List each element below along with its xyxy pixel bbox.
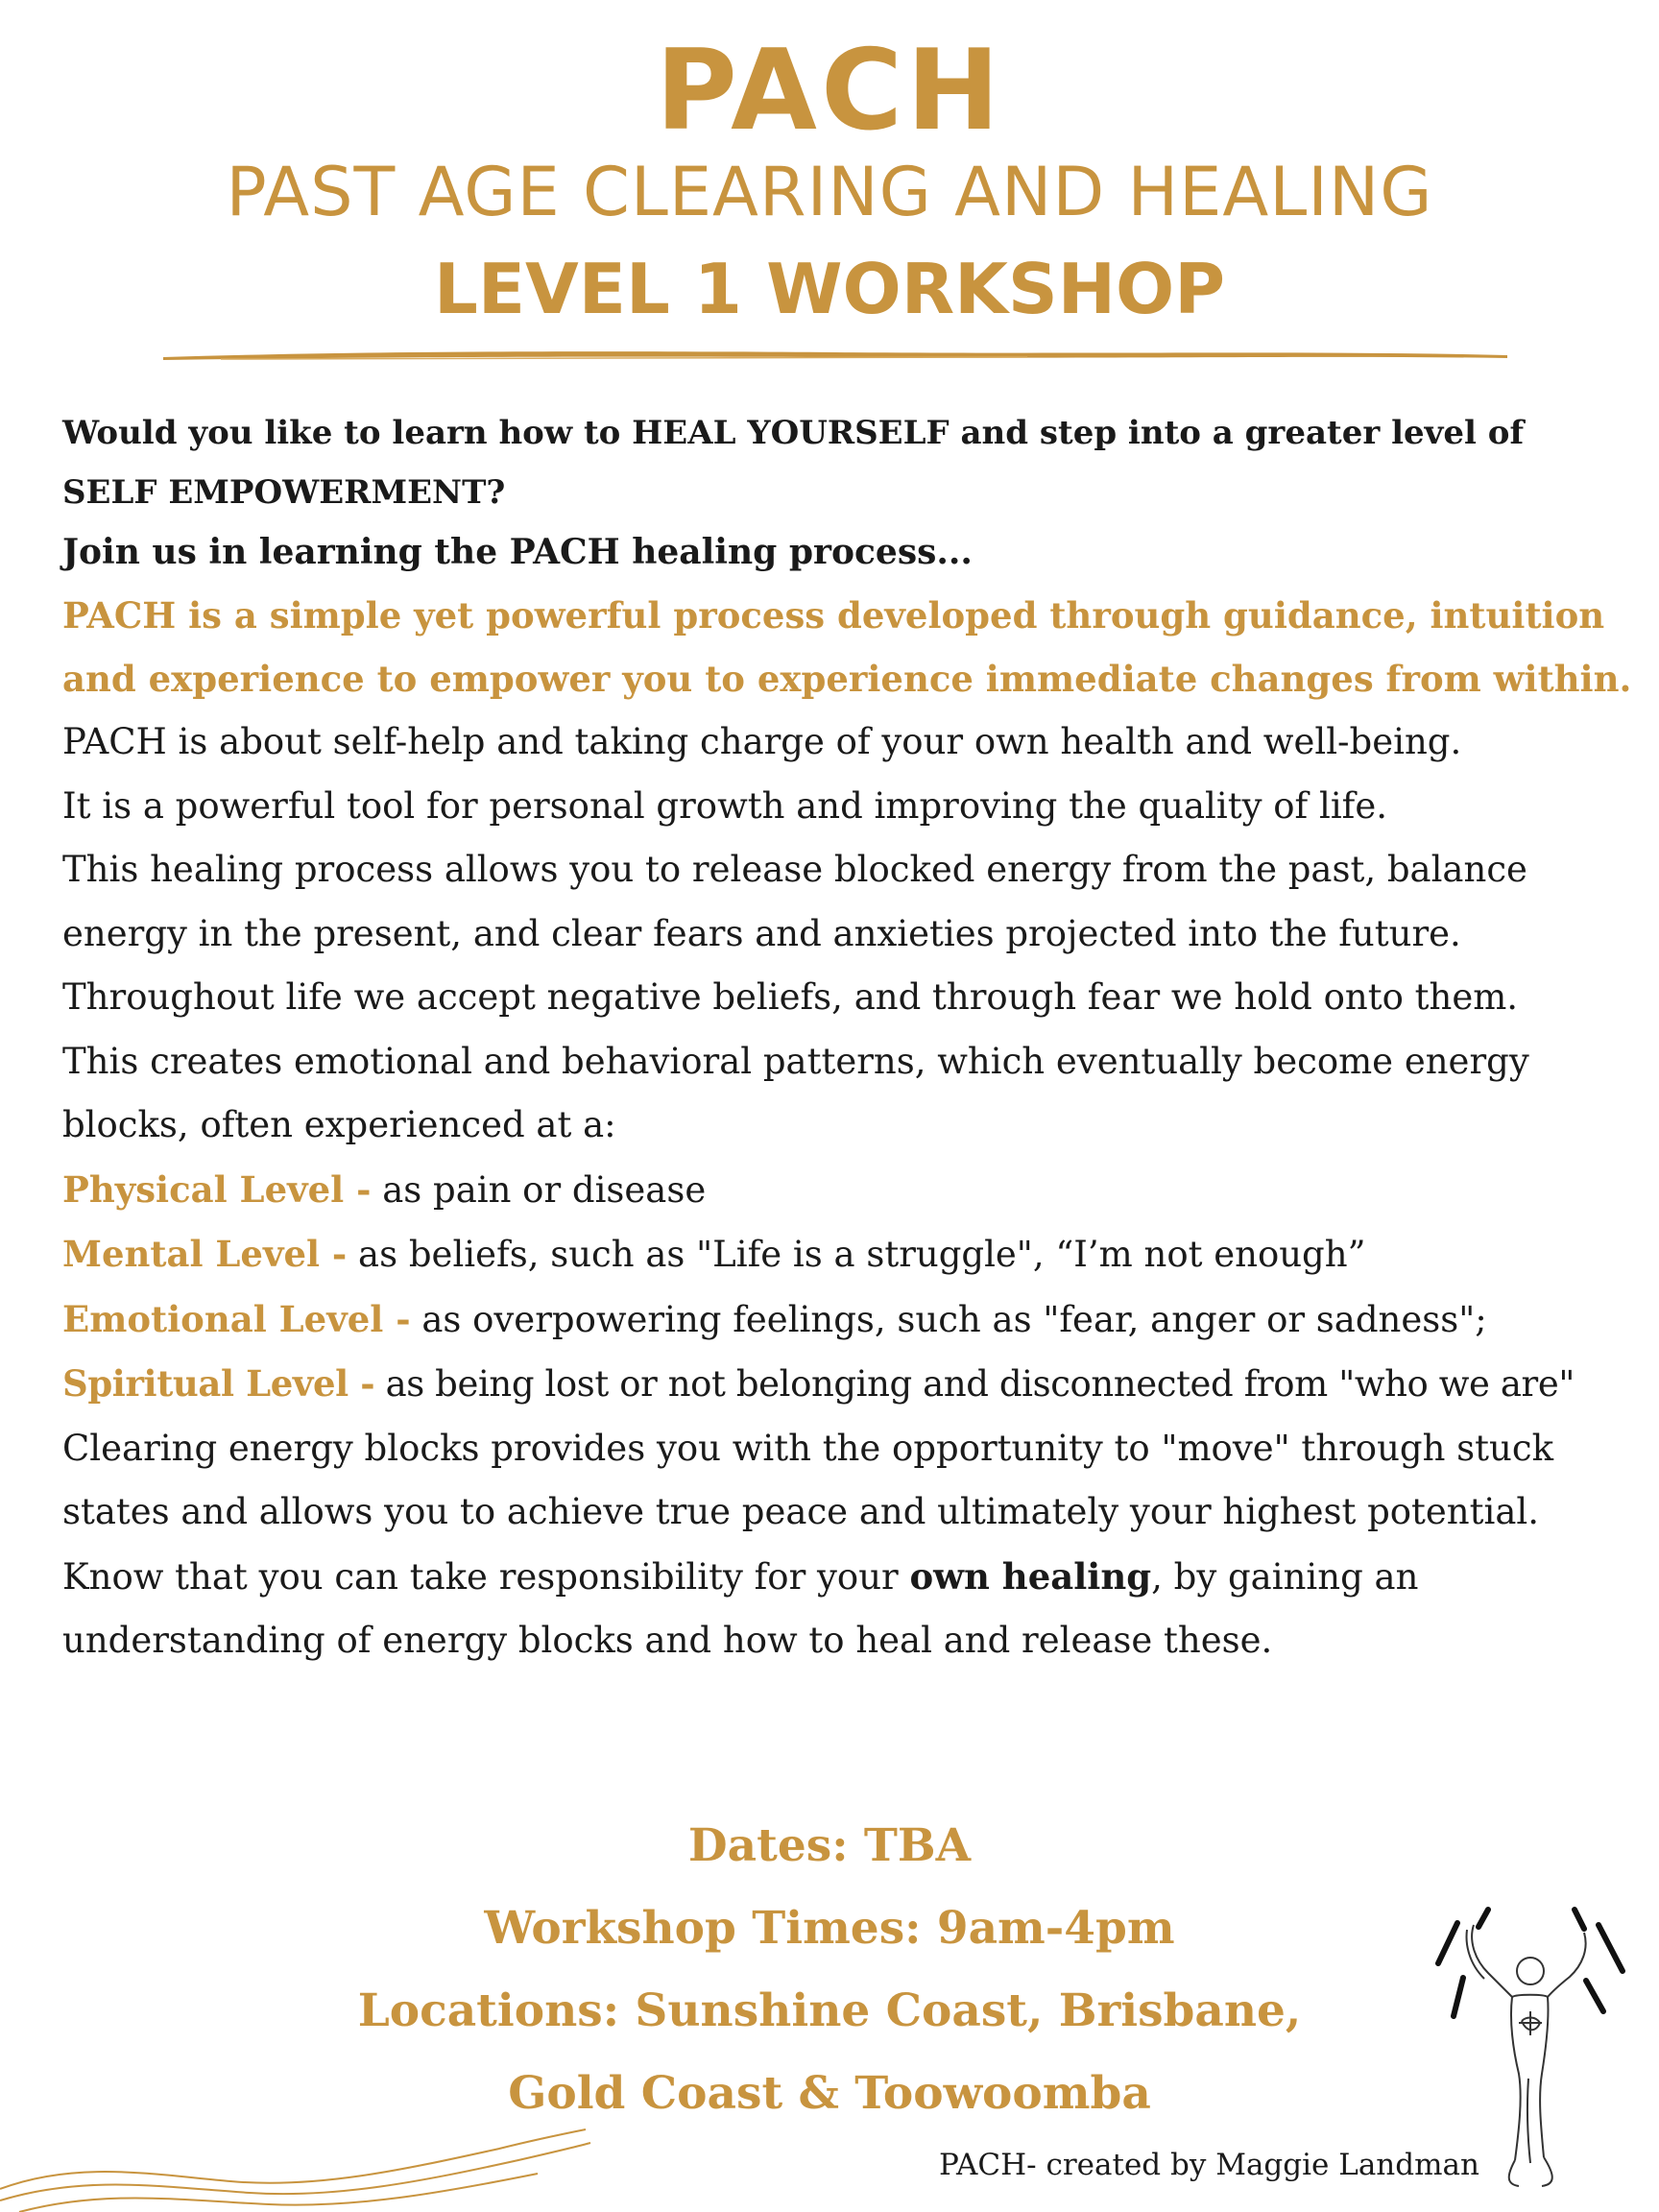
level-item-mental [62, 1222, 1599, 1287]
page-subtitle: PAST AGE CLEARING AND HEALING [226, 153, 1433, 231]
level-item-spiritual [62, 1352, 1599, 1417]
workshop-locations-line1: Locations: Sunshine Coast, Brisbane, [357, 1984, 1302, 2037]
intro-highlight [62, 584, 1632, 710]
level-item-physical [62, 1158, 1599, 1223]
intro-highlight-line2: and experience to empower you to experience immediate changes from within. [62, 658, 1632, 700]
level-label: Spiritual Level - [62, 1362, 375, 1405]
paragraph-line: This creates emotional and behavioral patterns, which eventually become energy [62, 1040, 1529, 1082]
main-content [62, 403, 1632, 1673]
workshop-times: Workshop Times: 9am-4pm [484, 1902, 1175, 1955]
paragraph-line: blocks, often experienced at a: [62, 1104, 616, 1145]
intro-question-line1: Would you like to learn how to HEAL YOURSELF and step into a greater level of [62, 414, 1525, 452]
level-label: Emotional Level - [62, 1297, 411, 1340]
level-text: as being lost or not belonging and disconnected from "who we are" [374, 1363, 1575, 1405]
intro-question [62, 403, 1599, 582]
paragraph-line: PACH is about self-help and taking charge of your own health and well-being. [62, 721, 1462, 762]
intro-join: Join us in learning the PACH healing process... [62, 532, 973, 572]
workshop-level: LEVEL 1 WORKSHOP [433, 249, 1226, 329]
paragraph-line: It is a powerful tool for personal growth and improving the quality of life. [62, 784, 1388, 827]
paragraph-line: understanding of energy blocks and how to heal and release these. [62, 1620, 1273, 1661]
paragraph-line: energy in the present, and clear fears and anxieties projected into the future. [62, 912, 1461, 954]
paragraph-self-help [62, 710, 1599, 838]
credit-line: PACH- created by Maggie Landman [939, 2148, 1479, 2182]
level-text: as beliefs, such as "Life is a struggle", “I’m not enough” [347, 1234, 1366, 1275]
decorative-swirl-lines [0, 2122, 595, 2212]
inline-text: Know that you can take responsibility for your [62, 1555, 910, 1598]
paragraph-line [62, 1545, 1599, 1610]
paragraph-line: Throughout life we accept negative beliefs, and through fear we hold onto them. [62, 976, 1519, 1018]
level-label: Mental Level - [62, 1233, 348, 1275]
level-text: as overpowering feelings, such as "fear, anger or sadness"; [410, 1298, 1487, 1340]
emphasis-own-healing: own healing [909, 1554, 1152, 1598]
level-item-emotional [62, 1287, 1599, 1353]
intro-highlight-line1: PACH is a simple yet powerful process developed through guidance, intuition [62, 594, 1605, 637]
paragraph-line: This healing process allows you to release blocked energy from the past, balance [62, 849, 1527, 890]
workshop-locations-line2: Gold Coast & Toowoomba [508, 2067, 1151, 2120]
paragraph-clearing [62, 1417, 1599, 1673]
brush-stroke-divider [163, 346, 1507, 365]
intro-question-line2: SELF EMPOWERMENT? [62, 473, 506, 512]
inline-text: , by gaining an [1151, 1555, 1419, 1598]
paragraph-healing-process [62, 838, 1599, 1417]
header [0, 26, 1659, 342]
workshop-dates: Dates: TBA [687, 1819, 972, 1872]
page-title: PACH [655, 26, 1004, 156]
paragraph-line: states and allows you to achieve true peace and ultimately your highest potential. [62, 1491, 1539, 1532]
level-label: Physical Level - [62, 1167, 372, 1211]
paragraph-line: Clearing energy blocks provides you with the opportunity to "move" through stuck [62, 1427, 1554, 1469]
level-text: as pain or disease [371, 1168, 707, 1211]
workshop-info [0, 1805, 1659, 2135]
